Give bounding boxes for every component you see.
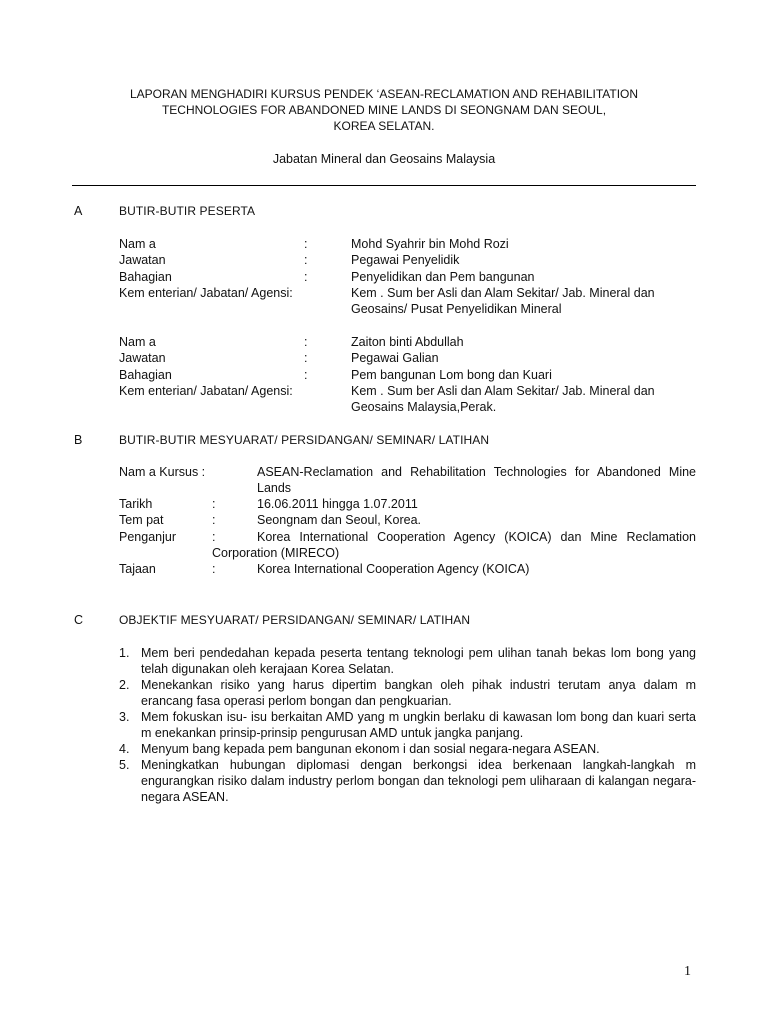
section-b-title: BUTIR-BUTIR MESYUARAT/ PERSIDANGAN/ SEMINAR/ LATIHAN <box>119 433 490 447</box>
list-item-number: 4. <box>119 742 130 756</box>
field-label: Nam a Kursus : <box>119 465 206 479</box>
list-item-text: Meningkatkan hubungan diplomasi dengan berkongsi idea berkenaan langkah-langkah m engurangkan risiko dalam industry perlom bongan dan teknologi pem uliharaan di kalangan negara-negara ASEAN. <box>141 758 696 804</box>
field-label: Tajaan <box>119 561 156 576</box>
field-colon: : <box>304 237 308 251</box>
list-item <box>119 741 696 757</box>
title-line-2: TECHNOLOGIES FOR ABANDONED MINE LANDS DI SEONGNAM DAN SEOUL, <box>161 103 607 117</box>
course-venue-row <box>119 512 696 528</box>
list-item <box>119 645 696 677</box>
field-label: Nam a <box>119 237 156 251</box>
field-value: 16.06.2011 hingga 1.07.2011 <box>257 497 418 511</box>
participant-2-name-row <box>119 334 696 350</box>
participant-2 <box>119 334 696 416</box>
course-details <box>119 464 696 577</box>
participant-1-ministry-row <box>119 285 696 318</box>
field-value: Kem . Sum ber Asli dan Alam Sekitar/ Jab. Mineral dan Geosains Malaysia,Perak. <box>351 383 655 414</box>
field-label: Kem enterian/ Jabatan/ Agensi: <box>119 383 293 398</box>
field-label: Tem pat <box>119 513 164 528</box>
field-value: Pem bangunan Lom bong dan Kuari <box>351 367 552 382</box>
list-item <box>119 757 696 805</box>
field-colon: : <box>304 269 308 284</box>
title-line-1: LAPORAN MENGHADIRI KURSUS PENDEK ‘ASEAN-RECLAMATION AND REHABILITATION <box>129 87 639 101</box>
list-item-number: 5. <box>119 758 130 772</box>
participant-2-division-row <box>119 367 696 383</box>
report-title <box>72 86 696 134</box>
participant-1-division-row <box>119 269 696 285</box>
field-label: Tarikh <box>119 497 153 511</box>
course-name-row <box>119 464 696 496</box>
field-value: Zaiton binti Abdullah <box>351 335 464 349</box>
field-label: Jawatan <box>119 253 166 268</box>
section-c-letter: C <box>74 613 84 627</box>
list-item <box>119 709 696 741</box>
objectives-list <box>119 645 696 805</box>
field-colon: : <box>304 367 308 382</box>
field-value: Pegawai Galian <box>351 351 439 366</box>
field-colon: : <box>304 335 308 349</box>
field-value: Penyelidikan dan Pem bangunan <box>351 269 535 284</box>
participant-2-ministry-row <box>119 383 696 416</box>
field-value: Korea International Cooperation Agency (KOICA) dan Mine Reclamation Corporation (MIRECO) <box>212 529 696 560</box>
field-value: ASEAN-Reclamation and Rehabilitation Technologies for Abandoned Mine Lands <box>257 465 696 495</box>
field-label: Nam a <box>119 335 156 349</box>
section-b-letter: B <box>74 433 83 447</box>
field-colon: : <box>212 513 216 528</box>
header-divider <box>72 185 696 186</box>
list-item-text: Mem fokuskan isu- isu berkaitan AMD yang m ungkin berlaku di kawasan lom bong dan kuari serta m enekankan prinsip-prinsip pengurusan AMD untuk jangka panjang. <box>141 710 696 740</box>
participant-1-position-row <box>119 252 696 268</box>
list-item-number: 1. <box>119 646 130 660</box>
field-label: Penganjur <box>119 529 176 544</box>
list-item-text: Mem beri pendedahan kepada peserta tentang teknologi pem ulihan tanah bekas lom bong yang telah digunakan oleh kerajaan Korea Selatan. <box>141 646 696 676</box>
list-item <box>119 677 696 709</box>
field-value: Seongnam dan Seoul, Korea. <box>257 513 422 528</box>
field-colon: : <box>212 561 216 576</box>
field-colon: : <box>212 529 216 544</box>
field-value: Korea International Cooperation Agency (KOICA) <box>257 561 530 576</box>
field-label: Kem enterian/ Jabatan/ Agensi: <box>119 285 293 300</box>
course-date-row <box>119 496 696 512</box>
title-line-3: KOREA SELATAN. <box>333 119 435 133</box>
list-item-text: Menekankan risiko yang harus dipertim bangkan oleh pihak industri terutam anya dalam m erancang fasa operasi perlom bongan dan pengkuarian. <box>141 678 696 708</box>
field-label: Bahagian <box>119 367 172 382</box>
section-c-title: OBJEKTIF MESYUARAT/ PERSIDANGAN/ SEMINAR/ LATIHAN <box>119 613 471 627</box>
list-item-text: Menyum bang kepada pem bangunan ekonom i dan sosial negara-negara ASEAN. <box>141 742 600 756</box>
field-colon: : <box>304 253 308 268</box>
field-label: Jawatan <box>119 351 166 366</box>
course-organizer-row <box>119 529 696 561</box>
participant-1 <box>119 236 696 318</box>
field-colon: : <box>304 351 308 366</box>
department-subtitle: Jabatan Mineral dan Geosains Malaysia <box>272 152 496 166</box>
field-value: Kem . Sum ber Asli dan Alam Sekitar/ Jab. Mineral dan Geosains/ Pusat Penyelidikan Mineral <box>351 285 655 316</box>
course-sponsor-row <box>119 561 696 577</box>
participant-2-position-row <box>119 350 696 366</box>
page-number: 1 <box>684 964 691 979</box>
field-colon: : <box>212 497 216 511</box>
participant-1-name-row <box>119 236 696 252</box>
field-value: Mohd Syahrir bin Mohd Rozi <box>351 237 509 251</box>
section-a-title: BUTIR-BUTIR PESERTA <box>119 204 256 218</box>
field-value: Pegawai Penyelidik <box>351 253 460 268</box>
list-item-number: 3. <box>119 710 130 724</box>
section-a-letter: A <box>74 204 83 218</box>
list-item-number: 2. <box>119 678 130 692</box>
field-label: Bahagian <box>119 269 172 284</box>
